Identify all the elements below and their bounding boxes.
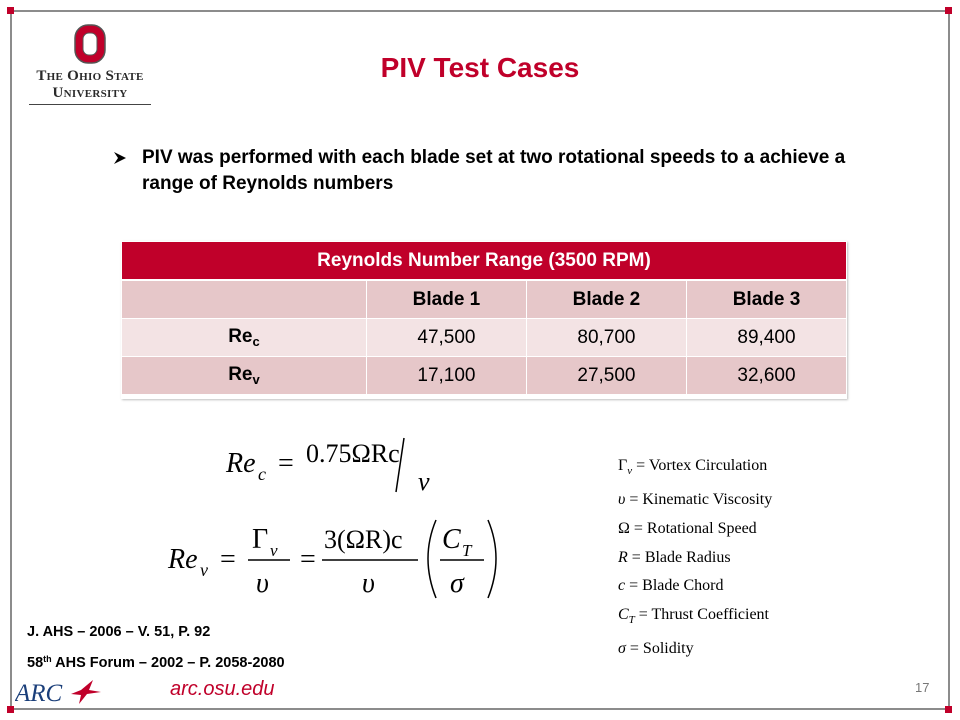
eq-rec-numerator: 0.75ΩRc xyxy=(306,439,400,468)
legend-symbol: R xyxy=(618,548,628,566)
table-cell: 47,500 xyxy=(366,319,526,357)
row-label-rec xyxy=(122,319,367,357)
table-row xyxy=(122,319,847,357)
eq-rev-paren-num: C xyxy=(442,524,461,555)
eq-rev-frac1-num-sub: v xyxy=(270,541,278,560)
reference-2-sup: th xyxy=(43,654,52,664)
eq-rev-frac1-den: υ xyxy=(256,568,269,599)
row-label-sub: v xyxy=(252,372,260,387)
table-cell: 17,100 xyxy=(366,357,526,395)
symbol-legend xyxy=(618,452,772,664)
eq-rec-denominator: ν xyxy=(418,467,430,496)
table-header-blade1: Blade 1 xyxy=(366,280,526,319)
table-cell: 27,500 xyxy=(526,357,686,395)
frame-top xyxy=(10,10,950,12)
helicopter-mark-icon xyxy=(71,680,101,704)
legend-symbol: υ xyxy=(618,490,626,508)
legend-item: σ = Solidity xyxy=(618,640,694,658)
table-header-blade2: Blade 2 xyxy=(526,280,686,319)
eq-rev-frac2-num: 3(ΩR)c xyxy=(324,525,403,554)
university-line2: University xyxy=(52,85,128,101)
page-number: 17 xyxy=(915,680,930,695)
university-line1: The Ohio State xyxy=(36,68,144,84)
frame-corner-tr xyxy=(945,7,952,14)
row-label-main: Re xyxy=(228,364,253,385)
slide-title: PIV Test Cases xyxy=(380,52,580,83)
legend-item: c = Blade Chord xyxy=(618,577,724,595)
footer-url-link[interactable]: arc.osu.edu xyxy=(170,678,275,700)
reynolds-table xyxy=(121,241,847,395)
arc-logo xyxy=(15,676,105,713)
bullet-point xyxy=(108,145,888,197)
eq-rev-equals1: = xyxy=(220,544,236,575)
references xyxy=(27,619,285,677)
legend-symbol: C xyxy=(618,606,629,624)
legend-item: R = Blade Radius xyxy=(618,548,731,566)
legend-symbol: σ xyxy=(618,640,626,658)
eq-rec-lhs: Re xyxy=(226,448,256,479)
legend-item: υ = Kinematic Viscosity xyxy=(618,490,773,508)
frame-corner-br xyxy=(945,706,952,713)
row-label-main: Re xyxy=(228,326,253,347)
eq-rev-lhs: Re xyxy=(168,544,198,575)
table-header-empty xyxy=(122,280,367,319)
eq-rev-paren-den: σ xyxy=(450,568,464,599)
eq-rec-lhs-sub: c xyxy=(258,464,266,484)
legend-text: Solidity xyxy=(642,640,694,658)
table-cell: 32,600 xyxy=(686,357,846,395)
eq-rev-paren-num-sub: T xyxy=(462,541,472,560)
reference-2-rest: AHS Forum – 2002 – P. 2058-2080 xyxy=(51,655,285,671)
eq-rev-frac2-den: υ xyxy=(362,568,375,599)
eq-rec-equals: = xyxy=(278,448,294,479)
equation-rec xyxy=(220,432,460,496)
frame-right xyxy=(948,10,950,710)
frame-corner-bl xyxy=(7,706,14,713)
row-label-rev xyxy=(122,357,367,395)
table-header-blade3: Blade 3 xyxy=(686,280,846,319)
arc-logo-icon xyxy=(15,676,105,708)
reference-1: J. AHS – 2006 – V. 51, P. 92 xyxy=(27,624,211,640)
table-cell: 89,400 xyxy=(686,319,846,357)
eq-rev-left-paren xyxy=(428,520,436,598)
table-title: Reynolds Number Range (3500 RPM) xyxy=(122,242,847,281)
legend-text: Rotational Speed xyxy=(646,519,757,537)
logo-underline xyxy=(29,104,151,105)
legend-symbol-sub: v xyxy=(627,465,633,478)
reference-2 xyxy=(27,646,285,677)
arc-logo-text: ARC xyxy=(15,680,63,707)
legend-text: Thrust Coefficient xyxy=(651,606,769,624)
frame-left xyxy=(10,10,12,710)
equation-rev xyxy=(166,514,506,606)
legend-text: Vortex Circulation xyxy=(648,457,768,474)
legend-item: Ω = Rotational Speed xyxy=(618,519,757,537)
legend-symbol-sub: T xyxy=(628,614,635,627)
legend-item: $\Gamma_v$ = Vortex Circulation xyxy=(618,457,768,478)
eq-rev-right-paren xyxy=(488,520,496,598)
legend-text: Kinematic Viscosity xyxy=(642,490,773,508)
row-label-sub: c xyxy=(252,334,260,349)
table-row xyxy=(122,357,847,395)
reference-2-num: 58 xyxy=(27,655,44,671)
legend-item: $C_T$ = Thrust Coefficient xyxy=(618,606,769,627)
eq-rev-lhs-sub: v xyxy=(200,560,208,580)
eq-rev-equals2: = xyxy=(300,544,316,575)
legend-symbol: Γ xyxy=(618,457,628,474)
legend-symbol: c xyxy=(618,577,626,595)
eq-rev-frac1-num: Γ xyxy=(252,524,269,555)
table-cell: 80,700 xyxy=(526,319,686,357)
legend-text: Blade Chord xyxy=(642,577,724,595)
legend-symbol: Ω xyxy=(618,519,630,537)
legend-text: Blade Radius xyxy=(644,548,731,566)
frame-bottom xyxy=(10,708,950,710)
arrow-bullet-icon xyxy=(108,150,132,166)
bullet-text: PIV was performed with each blade set at two rotational speeds to a achieve a range of Reynolds numbers xyxy=(142,147,846,194)
frame-corner-tl xyxy=(7,7,14,14)
